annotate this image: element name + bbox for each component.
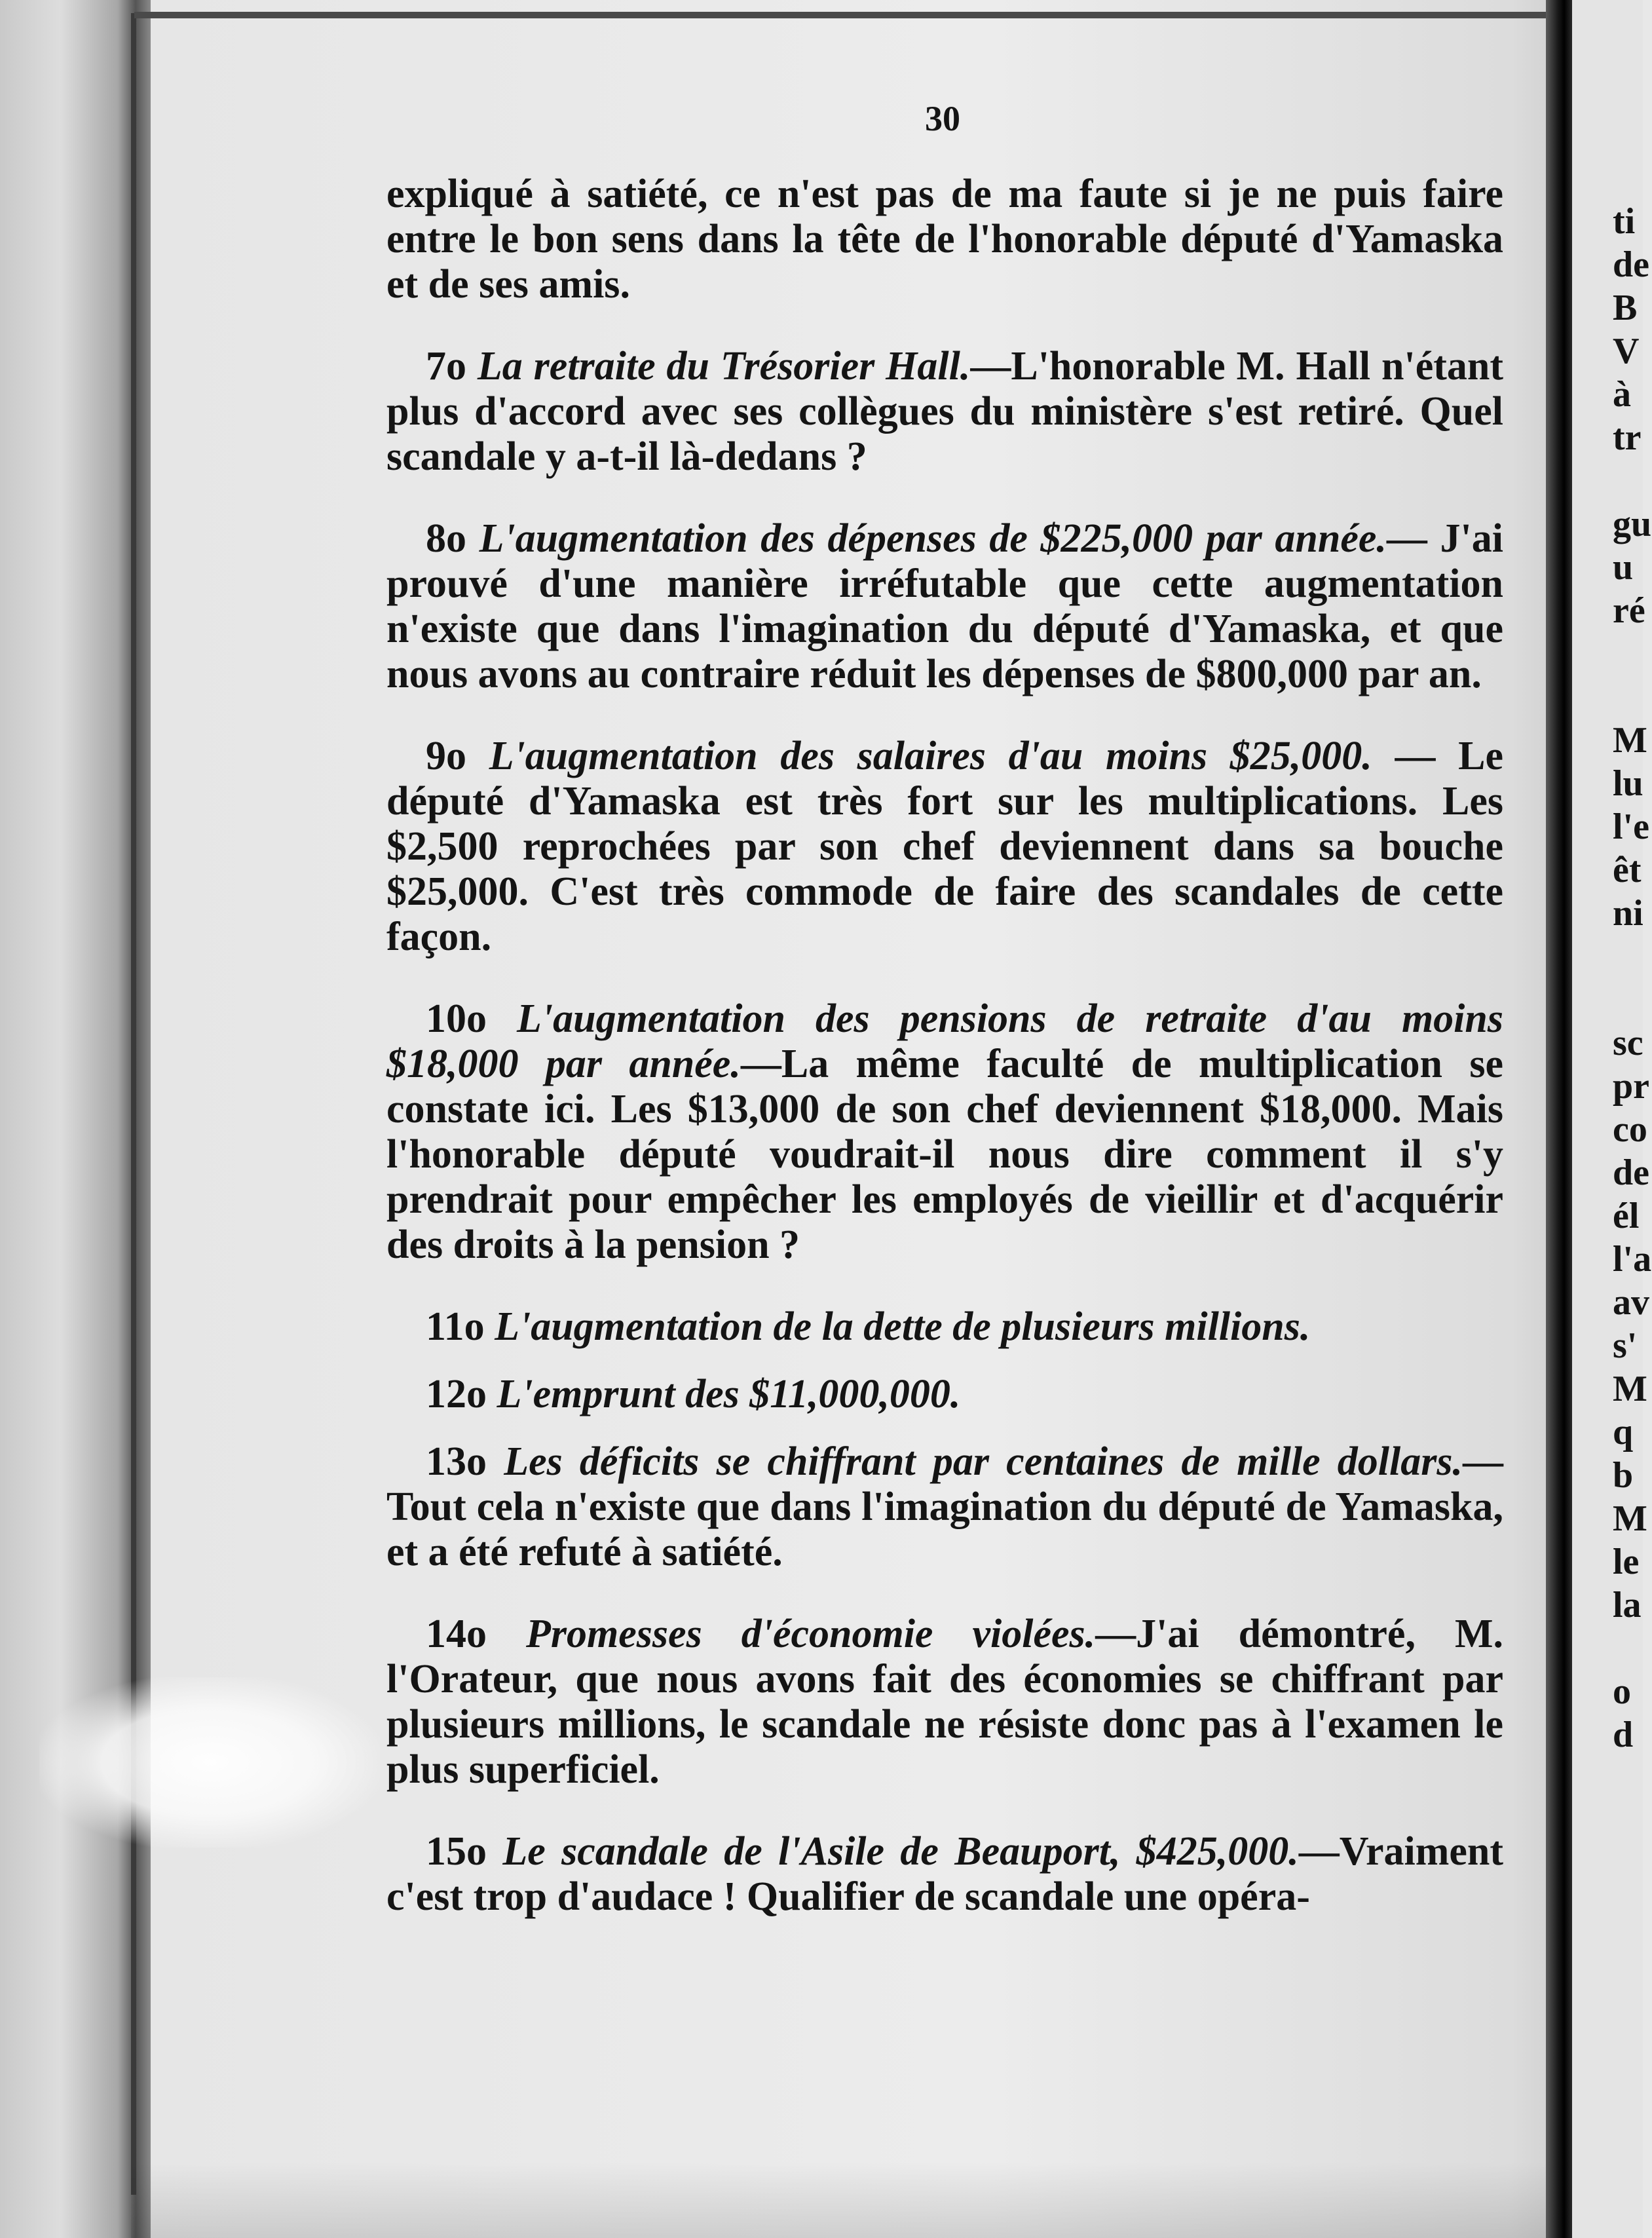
item-body: — Tout cela n'existe que dans l'imagination du député de Yamaska, et a été refuté à satiété. <box>386 1439 1504 1574</box>
next-page-fragment <box>1613 675 1652 719</box>
paragraph-item-7 <box>386 344 1503 480</box>
next-page-fragment: q <box>1613 1412 1634 1452</box>
next-page-fragment: tr <box>1613 417 1642 458</box>
next-page-fragment: de <box>1613 1152 1649 1193</box>
bottom-shade <box>131 2162 1546 2238</box>
next-page-fragment <box>1613 1627 1652 1670</box>
next-page-fragment <box>1613 459 1652 503</box>
next-page-fragment: co <box>1613 1109 1647 1150</box>
item-title: L'augmentation des dépenses de $225,000 par année. <box>479 516 1387 561</box>
item-number: 10o <box>426 996 487 1041</box>
item-number: 7o <box>426 344 466 389</box>
next-page-fragment: sc <box>1613 1023 1643 1063</box>
item-number: 11o <box>426 1304 485 1349</box>
item-body: —Vraiment c'est trop d'audace ! Qualifier de scandale une opéra- <box>386 1829 1503 1919</box>
paragraph-item-14 <box>386 1612 1503 1792</box>
paragraph-text: expliqué à satiété, ce n'est pas de ma faute si je ne puis faire entre le bon sens dans la tête de l'honorable député d'Yamaska et de ses amis. <box>386 172 1503 307</box>
item-number: 12o <box>426 1372 487 1416</box>
paragraph-item-10 <box>386 996 1503 1268</box>
next-page-fragment: o <box>1613 1671 1631 1712</box>
next-page-fragment: u <box>1613 547 1634 588</box>
item-body: —J'ai démontré, M. l'Orateur, que nous avons fait des économies se chiffrant par plusieurs millions, le scandale ne résiste donc pas à l'examen le plus superficiel. <box>386 1612 1504 1792</box>
book-gutter <box>1546 0 1572 2238</box>
next-page-fragment: de <box>1613 244 1649 285</box>
next-page-fragment: B <box>1613 288 1638 328</box>
paper-stain <box>39 1677 380 1848</box>
paragraph-intro <box>386 172 1503 307</box>
item-body: — Le député d'Yamaska est très fort sur les multiplications. Les $2,500 reprochées par son chef deviennent dans sa bouche $25,000. C'est très commode de faire des scandales de cette façon. <box>386 734 1504 959</box>
item-title: La retraite du Trésorier Hall. <box>477 344 971 389</box>
paragraph-item-8 <box>386 516 1503 697</box>
next-page-fragment: êt <box>1613 850 1642 890</box>
next-page-fragment <box>1613 935 1652 978</box>
item-title: L'emprunt des $11,000,000. <box>497 1372 961 1416</box>
item-title: Les déficits se chiffrant par centaines de mille dollars. <box>504 1439 1463 1484</box>
paragraph-item-12 <box>386 1372 1503 1417</box>
item-number: 8o <box>426 516 466 561</box>
next-page-fragment: gu <box>1613 504 1652 544</box>
item-title: L'augmentation de la dette de plusieurs millions. <box>495 1304 1311 1349</box>
next-page-fragment <box>1613 632 1652 675</box>
item-title: L'augmentation des salaires d'au moins $25,000. <box>489 734 1372 778</box>
next-page-fragment: l'e <box>1613 806 1649 847</box>
page-border-top <box>134 12 1556 18</box>
next-page-fragment: ni <box>1613 893 1643 934</box>
item-body: —L'honorable M. Hall n'étant plus d'accord avec ses collègues du ministère s'est retiré. Quel scandale y a-t-il là-dedans ? <box>386 344 1504 479</box>
next-page-fragment: pr <box>1613 1066 1649 1107</box>
paragraph-item-13 <box>386 1439 1503 1575</box>
item-title: L'augmentation des pensions de retraite d'au moins $18,000 par année. <box>386 996 1504 1086</box>
item-body: —La même faculté de multiplication se constate ici. Les $13,000 de son chef deviennent $18,000. Mais l'honorable député voudrait-il nous dire comment il s'y prendrait pour empêcher les employés de vieillir et d'acquérir des droits à la pension ? <box>386 1042 1503 1267</box>
next-page-fragment: M <box>1613 1498 1647 1539</box>
next-page-fragment: V <box>1613 331 1640 371</box>
next-page-fragment: av <box>1613 1282 1649 1323</box>
item-number: 15o <box>426 1829 487 1874</box>
item-number: 9o <box>426 734 466 778</box>
page-edge-left <box>0 0 151 2238</box>
next-page-fragment: d <box>1613 1715 1634 1755</box>
next-page-fragment: l'a <box>1613 1239 1652 1280</box>
page-number: 30 <box>925 99 960 138</box>
next-page-fragment: M <box>1613 1369 1647 1409</box>
next-page-fragment <box>1613 978 1652 1021</box>
next-page-fragment: M <box>1613 720 1647 761</box>
next-page-fragment: à <box>1613 374 1631 415</box>
item-title: Le scandale de l'Asile de Beauport, $425,000. <box>502 1829 1299 1874</box>
next-page-fragment: ti <box>1613 201 1636 242</box>
paragraph-item-9 <box>386 734 1503 960</box>
paragraph-item-11 <box>386 1304 1503 1350</box>
item-number: 13o <box>426 1439 487 1484</box>
next-page-fragment: lu <box>1613 763 1643 804</box>
next-page-fragment: b <box>1613 1455 1634 1496</box>
next-page-fragment: la <box>1613 1585 1642 1625</box>
page-body <box>386 172 1503 1956</box>
item-body: — J'ai prouvé d'une manière irréfutable que cette augmentation n'existe que dans l'imagination du député d'Yamaska, et que nous avons au contraire réduit les dépenses de $800,000 par an. <box>386 516 1503 696</box>
item-title: Promesses d'économie violées. <box>526 1612 1096 1656</box>
item-number: 14o <box>426 1612 487 1656</box>
next-page-fragment: él <box>1613 1196 1640 1236</box>
next-page-fragment: ré <box>1613 590 1645 631</box>
paragraph-item-15 <box>386 1829 1503 1920</box>
next-page-fragments <box>1613 200 1652 1756</box>
page-border-left <box>131 13 136 2195</box>
next-page-fragment: le <box>1613 1542 1640 1582</box>
next-page-fragment: s' <box>1613 1325 1638 1366</box>
